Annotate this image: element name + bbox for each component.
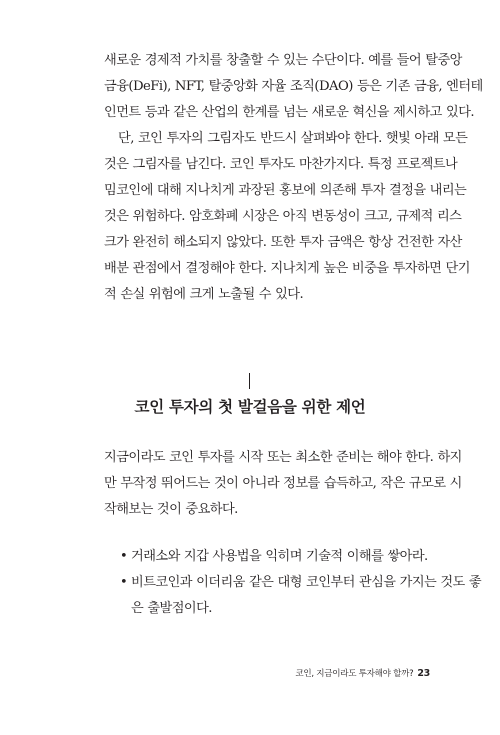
body-line: 적 손실 위험에 크게 노출될 수 있다.: [104, 287, 304, 302]
running-title: 코인, 지금이라도 투자해야 할까?: [295, 669, 414, 679]
bullet-text: 비트코인과 이더리움 같은 대형 코인부터 관심을 가지는 것도 좋: [131, 575, 482, 590]
bullet-marker: •: [120, 575, 128, 590]
bullet-text: 거래소와 지갑 사용법을 익히며 기술적 이해를 쌓아라.: [131, 549, 428, 564]
bullet-marker: •: [120, 549, 128, 564]
body-line: 금융(DeFi), NFT, 탈중앙화 자율 조직(DAO) 등은 기존 금융, 엔터테: [104, 79, 483, 94]
body-line: 배분 관점에서 결정해야 한다. 지나치게 높은 비중을 투자하면 단기: [104, 261, 470, 276]
body-line: 작해보는 것이 중요하다.: [104, 502, 238, 517]
body-line: 인먼트 등과 같은 산업의 한계를 넘는 새로운 혁신을 제시하고 있다.: [104, 105, 475, 120]
body-line: 밈코인에 대해 지나치게 과장된 홍보에 의존해 투자 결정을 내리는: [104, 183, 467, 198]
body-line: 크가 완전히 해소되지 않았다. 또한 투자 금액은 항상 건전한 자산: [104, 235, 462, 250]
body-line: 것은 위험하다. 암호화폐 시장은 아직 변동성이 크고, 규제적 리스: [104, 209, 462, 224]
section-heading: 코인 투자의 첫 발걸음을 위한 제언: [134, 398, 366, 416]
body-line: 만 무작정 뛰어드는 것이 아니라 정보를 습득하고, 작은 규모로 시: [104, 476, 462, 491]
body-line: 것은 그림자를 남긴다. 코인 투자도 마찬가지다. 특정 프로젝트나: [104, 157, 458, 172]
section-divider-bar: [249, 373, 250, 389]
body-line: 지금이라도 코인 투자를 시작 또는 최소한 준비는 해야 한다. 하지: [104, 450, 462, 465]
page-footer: [295, 667, 430, 679]
bullet-text: 은 출발점이다.: [131, 601, 212, 616]
body-line: 단, 코인 투자의 그림자도 반드시 살펴봐야 한다. 햇빛 아래 모든: [118, 131, 468, 146]
body-line: 새로운 경제적 가치를 창출할 수 있는 수단이다. 예를 들어 탈중앙: [104, 53, 462, 68]
page-number: 23: [417, 668, 430, 679]
